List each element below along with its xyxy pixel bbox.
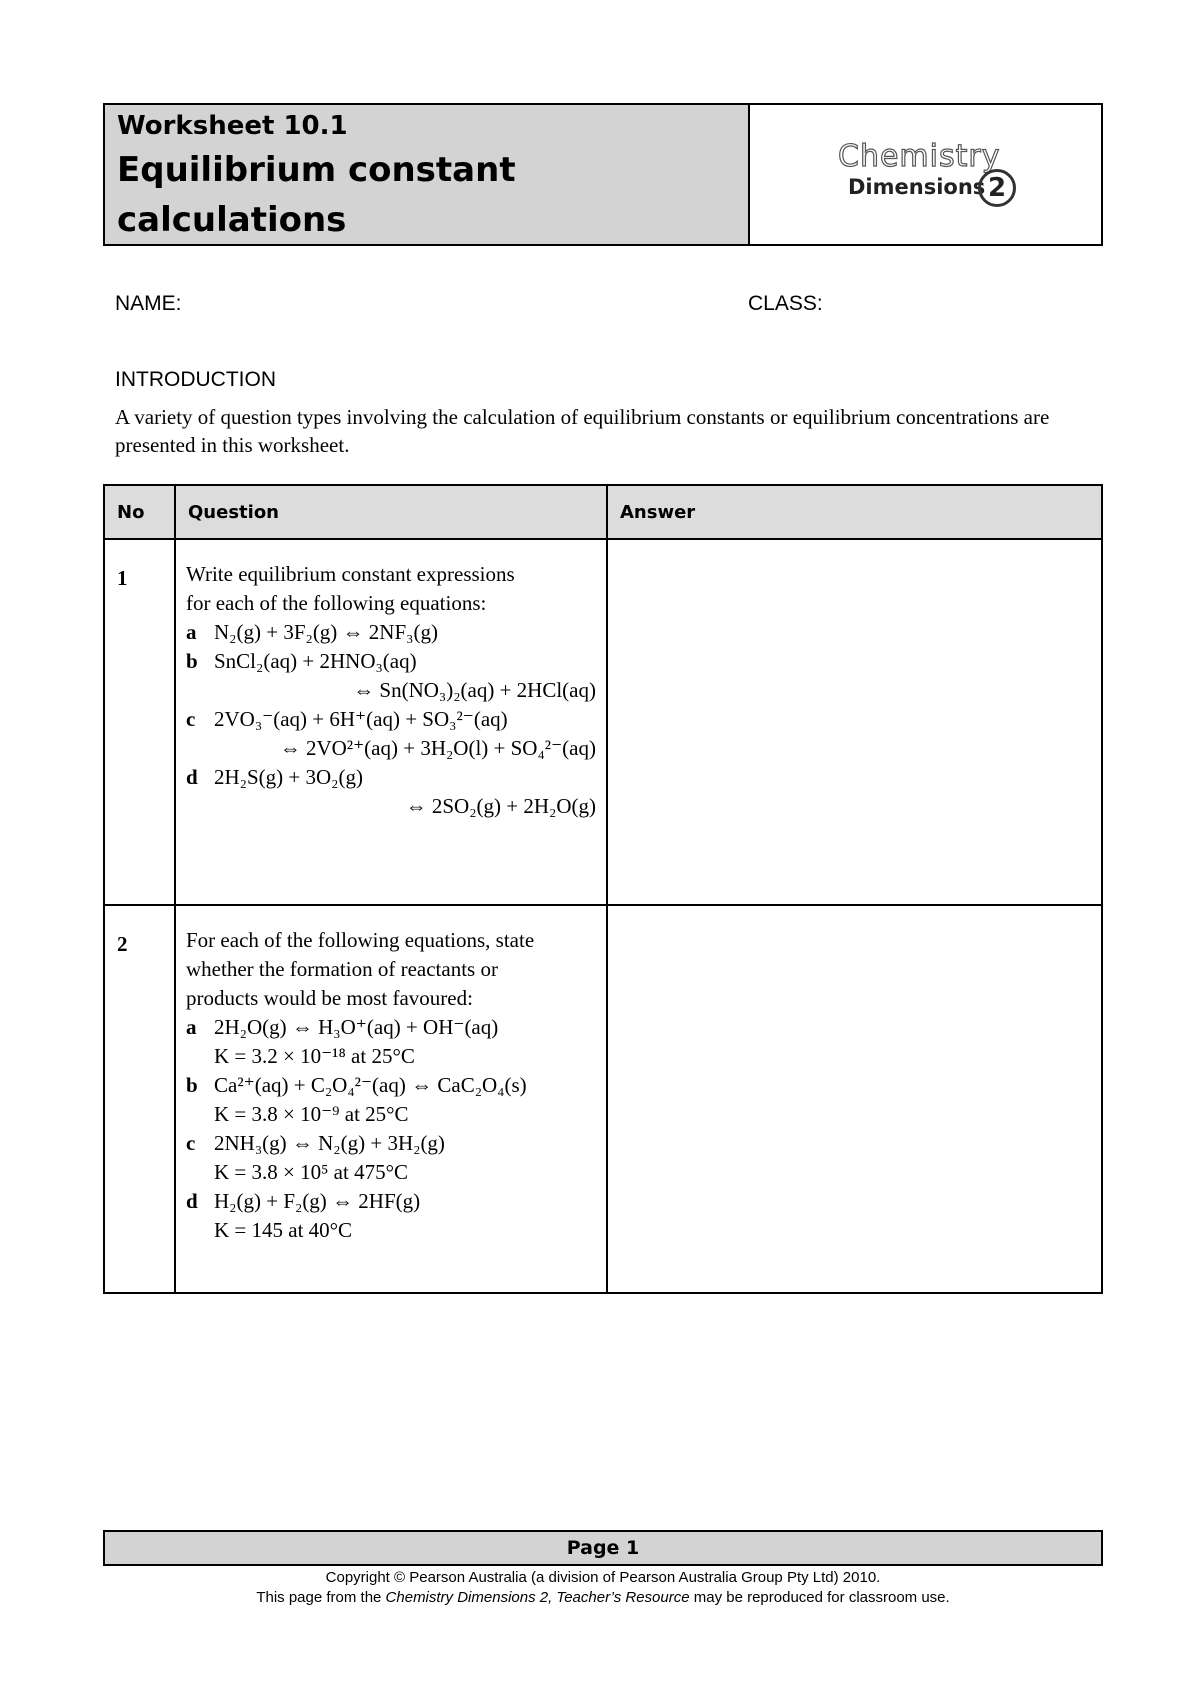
equation: Ca²⁺(aq) + C₂O₄²⁻(aq) ⇔ CaC₂O₄(s)	[214, 1073, 527, 1097]
question-part-c	[186, 1129, 596, 1158]
worksheet-number: Worksheet 10.1	[117, 111, 348, 141]
part-letter: c	[186, 1131, 196, 1155]
question-intro-line: whether the formation of reactants or	[186, 957, 498, 981]
reproduction-prefix: This page from the	[256, 1589, 386, 1606]
title-line-1: Equilibrium constant	[117, 150, 516, 190]
table-row	[104, 905, 1102, 1293]
intro-heading: INTRODUCTION	[115, 368, 276, 391]
part-letter: b	[186, 1073, 198, 1097]
question-part-b	[186, 1071, 596, 1100]
part-letter: a	[186, 1015, 197, 1039]
equation: 2H₂O(g) ⇔ H₃O⁺(aq) + OH⁻(aq)	[214, 1015, 499, 1039]
reproduction-suffix: may be reproduced for classroom use.	[689, 1589, 950, 1606]
question-intro-line: for each of the following equations:	[186, 591, 487, 615]
header-answer: Answer	[607, 485, 1102, 539]
equilibrium-constant: K = 145 at 40°C	[214, 1218, 353, 1242]
part-letter: c	[186, 707, 196, 731]
name-label: NAME:	[115, 292, 182, 315]
resource-title: Chemistry Dimensions 2, Teacher’s Resource	[385, 1589, 690, 1606]
question-part-a	[186, 1013, 596, 1042]
header-title-panel	[105, 105, 750, 244]
question-intro-line: Write equilibrium constant expressions	[186, 562, 515, 586]
worksheet-title	[117, 145, 748, 245]
intro-text: A variety of question types involving the calculation of equilibrium constants or equilibrium concentrations are presented in this worksheet.	[115, 405, 1050, 457]
question-part-c	[186, 705, 596, 734]
question-number: 2	[117, 932, 128, 956]
logo-chemistry-text: Chemistry	[838, 139, 1001, 174]
equation-continuation: ⇔ 2SO₂(g) + 2H₂O(g)	[405, 794, 596, 818]
worksheet-header	[103, 103, 1103, 246]
equation: N₂(g) + 3F₂(g) ⇔ 2NF₃(g)	[214, 620, 438, 644]
class-label: CLASS:	[748, 292, 823, 315]
logo-number-badge: 2	[978, 169, 1016, 207]
question-intro-line: For each of the following equations, state	[186, 928, 535, 952]
question-intro-line: products would be most favoured:	[186, 986, 473, 1010]
question-part-d	[186, 1187, 596, 1216]
question-cell	[175, 539, 607, 905]
header-question: Question	[175, 485, 607, 539]
question-number-cell	[104, 905, 175, 1293]
reproduction-line	[103, 1588, 1103, 1608]
part-letter: d	[186, 765, 198, 789]
page-number-bar: Page 1	[103, 1530, 1103, 1566]
table-row	[104, 539, 1102, 905]
table-header-row	[104, 485, 1102, 539]
question-part-d	[186, 763, 596, 792]
question-part-a	[186, 618, 596, 647]
question-cell	[175, 905, 607, 1293]
equilibrium-constant: K = 3.2 × 10⁻¹⁸ at 25°C	[214, 1044, 415, 1068]
question-table	[103, 484, 1103, 1294]
chemistry-dimensions-logo	[838, 139, 1018, 211]
answer-cell[interactable]	[607, 539, 1102, 905]
equation: 2H₂S(g) + 3O₂(g)	[214, 765, 363, 789]
equilibrium-constant: K = 3.8 × 10⁵ at 475°C	[214, 1160, 408, 1184]
equation: H₂(g) + F₂(g) ⇔ 2HF(g)	[214, 1189, 421, 1213]
equation: 2NH₃(g) ⇔ N₂(g) + 3H₂(g)	[214, 1131, 445, 1155]
equation-continuation: ⇔ 2VO²⁺(aq) + 3H₂O(l) + SO₄²⁻(aq)	[279, 736, 596, 760]
part-letter: d	[186, 1189, 198, 1213]
question-number-cell	[104, 539, 175, 905]
equation: SnCl₂(aq) + 2HNO₃(aq)	[214, 649, 417, 673]
title-line-2: calculations	[117, 200, 347, 240]
equation: 2VO₃⁻(aq) + 6H⁺(aq) + SO₃²⁻(aq)	[214, 707, 508, 731]
answer-cell[interactable]	[607, 905, 1102, 1293]
equation-continuation: ⇔ Sn(NO₃)₂(aq) + 2HCl(aq)	[353, 678, 596, 702]
equilibrium-constant: K = 3.8 × 10⁻⁹ at 25°C	[214, 1102, 409, 1126]
copyright-line: Copyright © Pearson Australia (a division of Pearson Australia Group Pty Ltd) 2010.	[325, 1569, 881, 1586]
part-letter: a	[186, 620, 197, 644]
footer-copyright	[103, 1568, 1103, 1608]
header-no: No	[104, 485, 175, 539]
logo-dimensions-text: Dimensions	[848, 175, 986, 199]
question-number: 1	[117, 566, 128, 590]
part-letter: b	[186, 649, 198, 673]
question-part-b	[186, 647, 596, 676]
header-logo-panel	[750, 105, 1101, 244]
